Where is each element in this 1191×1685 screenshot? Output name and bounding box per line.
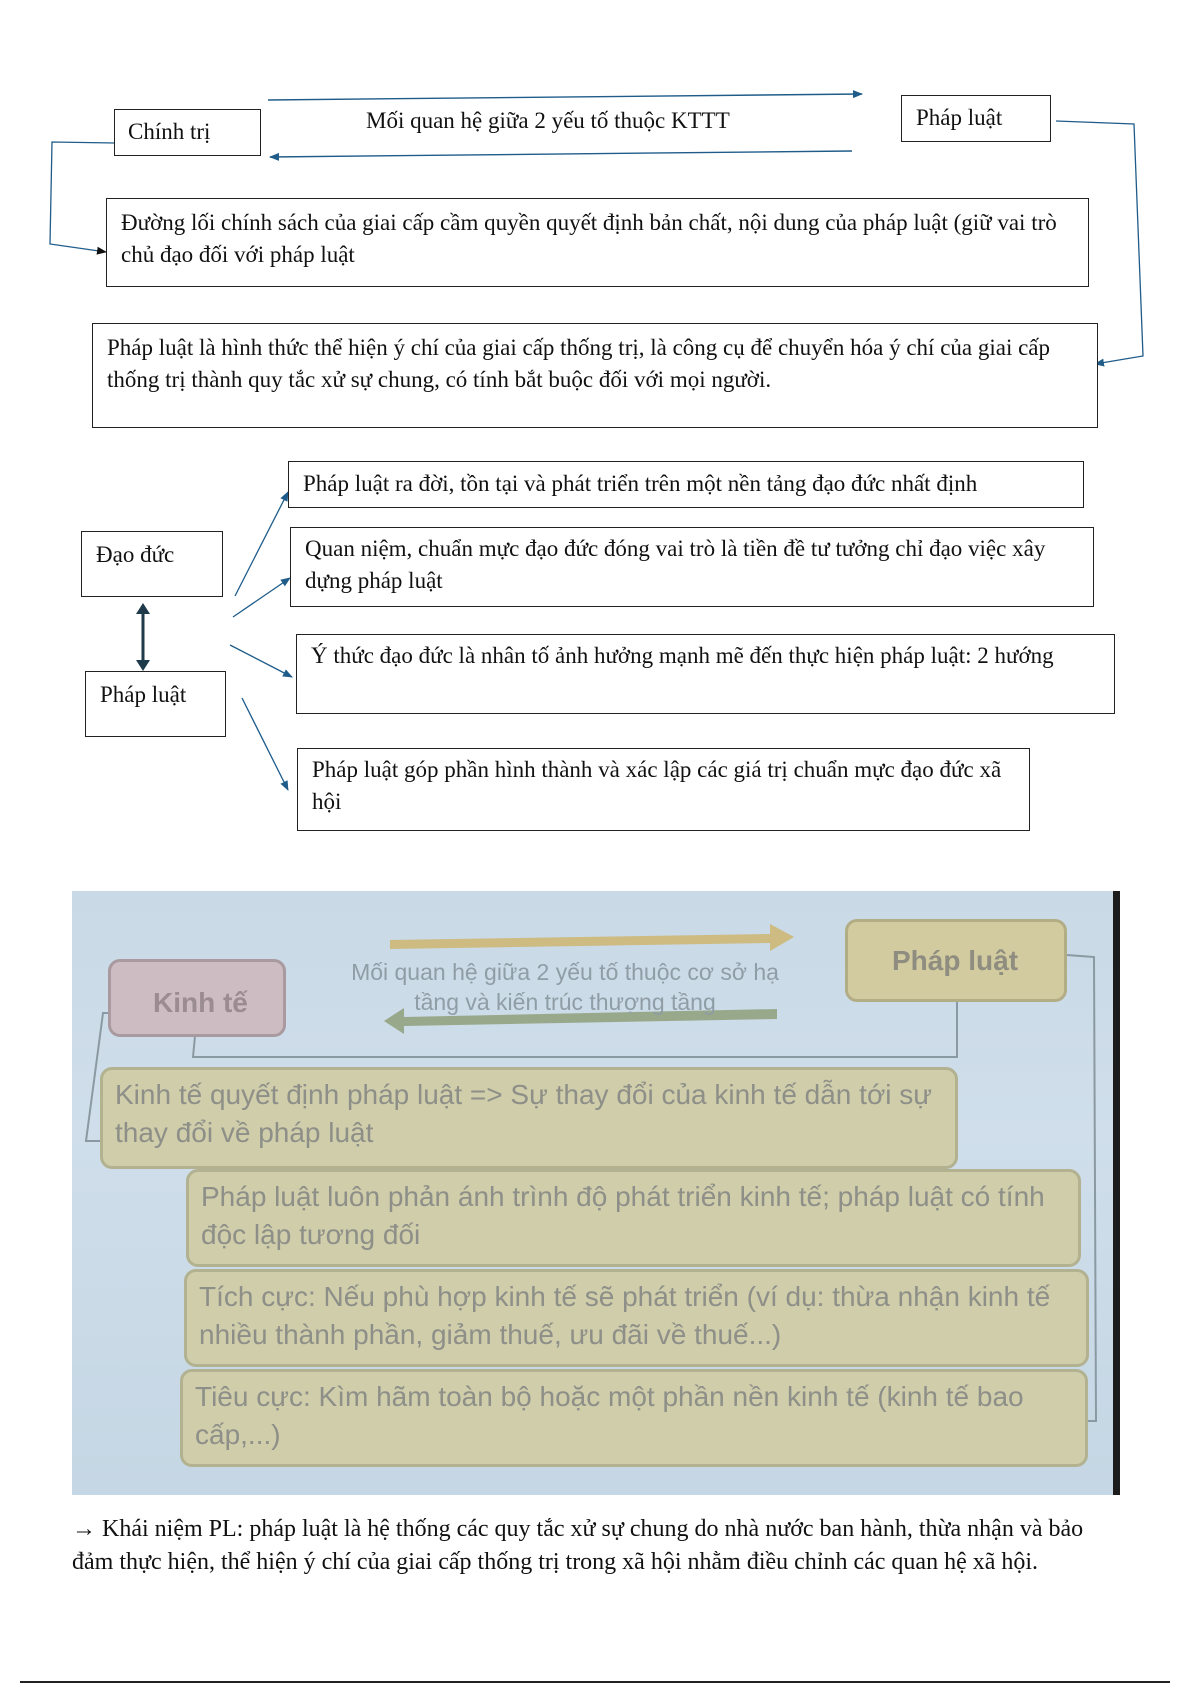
double-arrow-up — [136, 603, 150, 614]
slide-box-phap-luat: Pháp luật — [845, 919, 1067, 1002]
slide-row-2: Pháp luật luôn phản ánh trình độ phát triển kinh tế; pháp luật có tính độc lập tương đối — [186, 1169, 1081, 1267]
box-phap-luat-top: Pháp luật — [901, 95, 1051, 142]
photo-dark-edge — [1113, 891, 1120, 1495]
item-box-4: Pháp luật góp phần hình thành và xác lập các giá trị chuẩn mực đạo đức xã hội — [297, 748, 1030, 831]
slide-photo — [72, 891, 1120, 1495]
box-duong-loi: Đường lối chính sách của giai cấp cầm quyền quyết định bản chất, nội dung của pháp luật (giữ vai trò chủ đạo đối với pháp luật — [106, 198, 1089, 287]
arrow-to-item-1 — [235, 492, 288, 596]
slide-row-1: Kinh tế quyết định pháp luật => Sự thay đổi của kinh tế dẫn tới sự thay đổi về pháp luật — [100, 1067, 958, 1169]
footer-rule — [20, 1681, 1170, 1683]
arrow-left-bottom — [270, 151, 852, 157]
slide-title: Mối quan hệ giữa 2 yếu tố thuộc cơ sở hạ tầng và kiến trúc thượng tầng — [351, 959, 779, 1015]
arrow-to-item-3 — [230, 645, 292, 677]
conclusion-text: → Khái niệm PL: pháp luật là hệ thống các quy tắc xử sự chung do nhà nước ban hành, thừa nhận và bảo đảm thực hiện, thể hiện ý chí của giai cấp thống trị trong xã hội nhằm điều chỉnh các quan hệ xã hội. — [72, 1516, 1084, 1575]
slide-arrow-right — [390, 924, 794, 951]
box-dao-duc: Đạo đức — [81, 531, 223, 597]
slide-box-kinh-te: Kinh tế — [108, 959, 286, 1037]
slide-row-4: Tiêu cực: Kìm hãm toàn bộ hoặc một phần nền kinh tế (kinh tế bao cấp,...) — [180, 1369, 1088, 1467]
item-box-2: Quan niệm, chuẩn mực đạo đức đóng vai trò là tiền đề tư tưởng chỉ đạo việc xây dựng pháp luật — [290, 527, 1094, 607]
item-box-3: Ý thức đạo đức là nhân tố ảnh hưởng mạnh mẽ đến thực hiện pháp luật: 2 hướng — [296, 634, 1115, 714]
box-chinh-tri: Chính trị — [114, 109, 261, 156]
slide-row-3: Tích cực: Nếu phù hợp kinh tế sẽ phát triển (ví dụ: thừa nhận kinh tế nhiều thành phần, giảm thuế, ưu đãi về thuế...) — [184, 1269, 1089, 1367]
box-phap-luat-hinh-thuc: Pháp luật là hình thức thể hiện ý chí của giai cấp thống trị, là công cụ để chuyển hóa ý chí của giai cấp thống trị thành quy tắc xử sự chung, có tính bắt buộc đối với mọi người. — [92, 323, 1098, 428]
arrow-right-top — [268, 94, 862, 100]
box-phap-luat-middle: Pháp luật — [85, 671, 226, 737]
top-title: Mối quan hệ giữa 2 yếu tố thuộc KTTT — [366, 108, 730, 133]
item-box-1: Pháp luật ra đời, tồn tại và phát triển trên một nền tảng đạo đức nhất định — [288, 461, 1084, 508]
double-arrow-down — [136, 660, 150, 671]
arrow-to-item-4 — [242, 698, 288, 790]
